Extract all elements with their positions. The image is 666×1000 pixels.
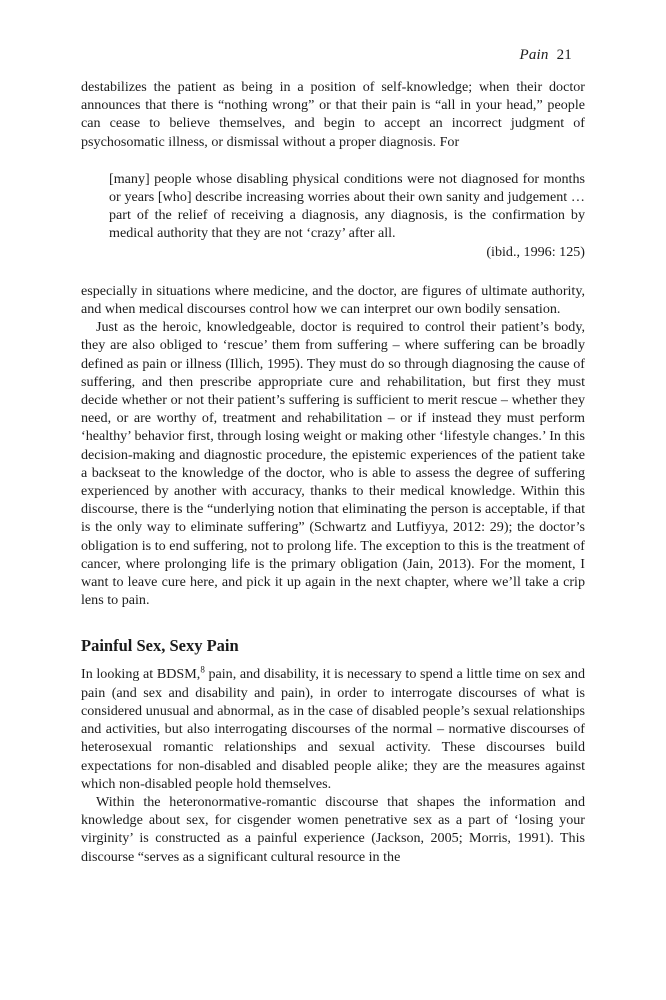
paragraph-doctor-rescue: Just as the heroic, knowledgeable, doctor is required to control their patient’s body, they are also obliged to ‘rescue’ them from suffering – where suffering can be broadly defined as pain or illness (Illich, 1995). They must do so through diagnosing the cause of suffering, and then prescribe appropriate cure and rehabilitation, but first they must decide whether or not their patient’s suffering is sufficient to merit rescue – whether they need, or are worthy of, treatment and rehabilitation – or if instead they must perform ‘healthy’ behavior first, through losing weight or making other ‘lifestyle changes.’ In this decision-making and diagnostic procedure, the epistemic experiences of the patient take a backseat to the knowledge of the doctor, who is able to assess the degree of suffering experienced by another with accuracy, thanks to their medical knowledge. Within this discourse, there is the “underlying notion that eliminating the person is acceptable, if that is the only way to eliminate suffering” (Schwartz and Lutfiyya, 2012: 29); the doctor’s obligation is to end suffering, not to prolong life. The exception to this is the treatment of cancer, where prolonging life is the primary obligation (Jain, 2013). For the moment, I want to leave cure here, and pick it up again in the next chapter, where we’ll take a crip lens to pain. bbox=[81, 319, 585, 609]
body-text bbox=[81, 78, 585, 866]
running-head-title: Pain bbox=[519, 47, 549, 63]
paragraph-continued: destabilizes the patient as being in a position of self-knowledge; when their doctor announces that there is “nothing wrong” or that their pain is “all in your head,” people can cease to believe themselves, and begin to accept an incorrect judgment of psychosomatic illness, or dismissal without a proper diagnosis. For bbox=[81, 79, 585, 150]
page-number: 21 bbox=[556, 47, 572, 63]
block-quote-text: [many] people whose disabling physical conditions were not diagnosed for months or years [who] describe increasing worries about their own sanity and judgement … part of the relief of receiving a diagnosis, any diagnosis, is the confirmation by medical authority that they are not ‘crazy’ after all. bbox=[109, 170, 585, 242]
block-quote-citation: (ibid., 1996: 125) bbox=[486, 243, 585, 260]
paragraph-heteronormative: Within the heteronormative-romantic discourse that shapes the information and knowledge about sex, for cisgender women penetrative sex as a part of ‘losing your virginity’ is constructed as a painful experience (Jackson, 2005; Morris, 1991). This discourse “serves as a significant cultural resource in the bbox=[81, 793, 585, 865]
block-quote bbox=[109, 170, 585, 261]
section-heading: Painful Sex, Sexy Pain bbox=[81, 636, 239, 656]
paragraph-after-quote: especially in situations where medicine, and the doctor, are figures of ultimate authority, and when medical discourses control how we can interpret our own bodily sensation. bbox=[81, 282, 585, 318]
paragraph-bdsm-start: In looking at BDSM, bbox=[81, 666, 201, 683]
footnote-marker[interactable]: 8 bbox=[200, 664, 205, 675]
paragraph-bdsm bbox=[81, 665, 585, 792]
paragraph-bdsm-rest: pain, and disability, it is necessary to spend a little time on sex and pain (and sex and disability and pain), in order to interrogate discourses of what is considered unusual and abnormal, as in the case of disabled people’s sexual relationships and activities, but also interrogating discourses of the normal – normative discourses of heterosexual romantic relationships and sexual activity. These discourses build expectations for non-disabled and disabled people alike; they are the measures against which non-disabled people hold themselves. bbox=[81, 666, 585, 792]
running-head bbox=[519, 46, 572, 64]
